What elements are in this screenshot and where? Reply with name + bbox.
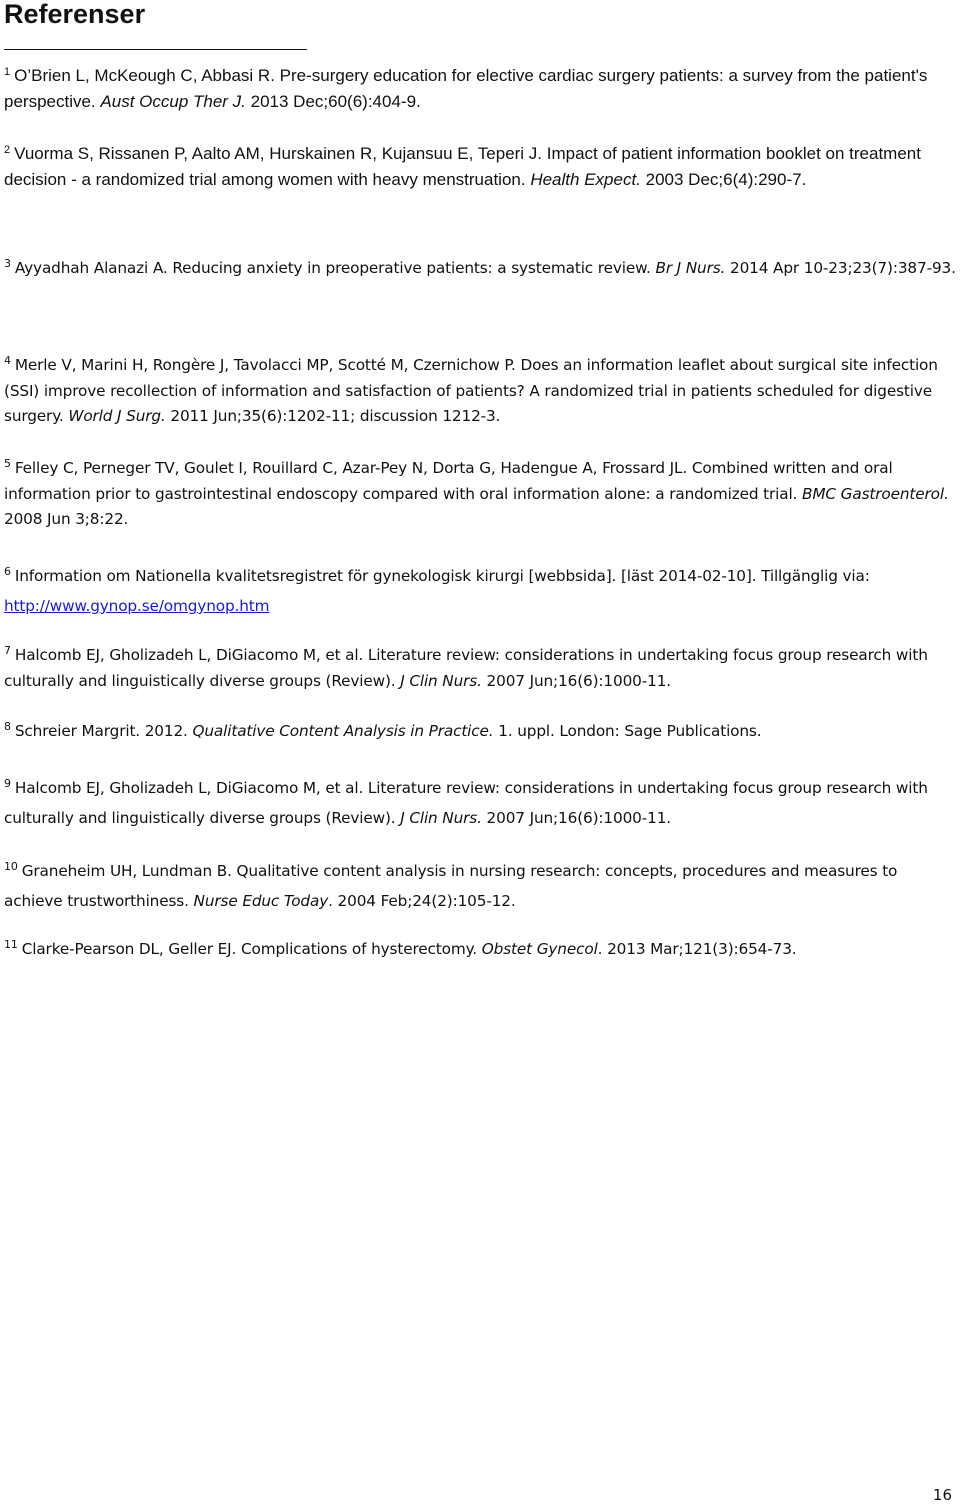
reference-number: 5 (4, 457, 11, 470)
reference-journal: BMC Gastroenterol. (802, 484, 949, 503)
reference-details: . 2004 Feb;24(2):105-12. (328, 892, 516, 910)
reference-title: Qualitative content analysis in nursing research: concepts, procedures and measures to achieve trustworthiness. (4, 862, 898, 910)
reference-link[interactable]: http://www.gynop.se/omgynop.htm (4, 597, 270, 615)
reference-journal: Obstet Gynecol (481, 940, 598, 958)
page-number: 16 (932, 1486, 952, 1504)
footnote-divider (4, 49, 307, 50)
reference-journal: Aust Occup Ther J. (100, 91, 246, 111)
reference-journal: J Clin Nurs. (400, 809, 482, 827)
reference-title: Reducing anxiety in preoperative patients: a systematic review. (172, 259, 651, 277)
reference-number: 6 (4, 565, 11, 578)
reference-details: 2013 Dec;60(6):404-9. (250, 91, 421, 111)
reference-details: 2007 Jun;16(6):1000-11. (486, 671, 672, 690)
reference-number: 3 (4, 257, 11, 270)
reference-journal: World J Surg. (68, 407, 166, 425)
reference-number: 8 (4, 720, 11, 733)
reference-authors: Ayyadhah Alanazi A. (14, 259, 168, 277)
reference-number: 9 (4, 777, 11, 790)
reference-title: Impact of patient information booklet on treatment decision - a randomized trial among women with heavy menstruation. (4, 144, 921, 189)
reference-details: 2014 Apr 10-23;23(7):387-93. (729, 259, 956, 277)
reference-authors: O’Brien L, McKeough C, Abbasi R. (14, 66, 275, 85)
reference-authors: Halcomb EJ, Gholizadeh L, DiGiacomo M, et al. (14, 646, 364, 664)
reference-1 (4, 63, 956, 114)
reference-8 (4, 719, 956, 745)
reference-book-title: Qualitative Content Analysis in Practice. (192, 722, 494, 740)
page-title: Referenser (4, 0, 146, 29)
reference-authors: Halcomb EJ, Gholizadeh L, DiGiacomo M, et al. (14, 779, 364, 797)
reference-number: 10 (4, 860, 18, 873)
reference-number: 7 (4, 644, 11, 657)
reference-number: 1 (4, 66, 11, 78)
reference-10 (4, 856, 956, 916)
reference-details: 2008 Jun 3;8:22. (4, 510, 129, 528)
reference-number: 11 (4, 938, 18, 951)
reference-authors: Merle V, Marini H, Rongère J, Tavolacci MP, Scotté M, Czernichow P. (14, 356, 516, 374)
reference-5 (4, 456, 956, 533)
reference-text: Information om Nationella kvalitetsregistret för gynekologisk kirurgi [webbsida]. [läst 2014-02-10]. Tillgänglig via: (14, 567, 870, 585)
reference-6 (4, 561, 956, 621)
reference-authors: Felley C, Perneger TV, Goulet I, Rouillard C, Azar-Pey N, Dorta G, Hadengue A, Frossard JL. (14, 459, 688, 477)
reference-journal: J Clin Nurs. (400, 671, 482, 690)
reference-title: Complications of hysterectomy. (240, 940, 478, 958)
reference-details: . 2013 Mar;121(3):654-73. (597, 940, 797, 958)
reference-title: Literature review: considerations in undertaking focus group research with culturally and linguistically diverse groups (Review). (4, 646, 928, 690)
reference-authors: Graneheim UH, Lundman B. (21, 862, 232, 880)
reference-details: 2011 Jun;35(6):1202-11; discussion 1212-3. (170, 407, 501, 425)
reference-details: 2007 Jun;16(6):1000-11. (486, 809, 672, 827)
reference-9 (4, 773, 956, 833)
reference-number: 4 (4, 354, 11, 367)
reference-journal: Nurse Educ Today (193, 892, 329, 910)
reference-3 (4, 253, 956, 283)
reference-7 (4, 643, 956, 694)
reference-title: Does an information leaflet about surgical site infection (SSI) improve recollection of information and satisfaction of patients? A randomized trial in patients scheduled for digestive surgery. (4, 356, 938, 425)
reference-authors: Clarke-Pearson DL, Geller EJ. (21, 940, 237, 958)
reference-details: 2003 Dec;6(4):290-7. (645, 169, 807, 189)
reference-4 (4, 353, 956, 430)
reference-2 (4, 141, 956, 192)
reference-journal: Health Expect. (530, 169, 641, 189)
reference-details: 1. uppl. London: Sage Publications. (498, 722, 762, 740)
reference-number: 2 (4, 144, 11, 156)
reference-title: Pre-surgery education for elective cardiac surgery patients: a survey from the patient's perspective. (4, 66, 928, 111)
reference-authors: Vuorma S, Rissanen P, Aalto AM, Hurskainen R, Kujansuu E, Teperi J. (14, 144, 543, 163)
reference-title: Combined written and oral information prior to gastrointestinal endoscopy compared with oral information alone: a randomized trial. (4, 459, 893, 503)
reference-11 (4, 937, 956, 963)
reference-journal: Br J Nurs. (655, 259, 726, 277)
reference-title: Literature review: considerations in undertaking focus group research with culturally and linguistically diverse groups (Review). (4, 779, 928, 827)
reference-authors: Schreier Margrit. 2012. (14, 722, 188, 740)
